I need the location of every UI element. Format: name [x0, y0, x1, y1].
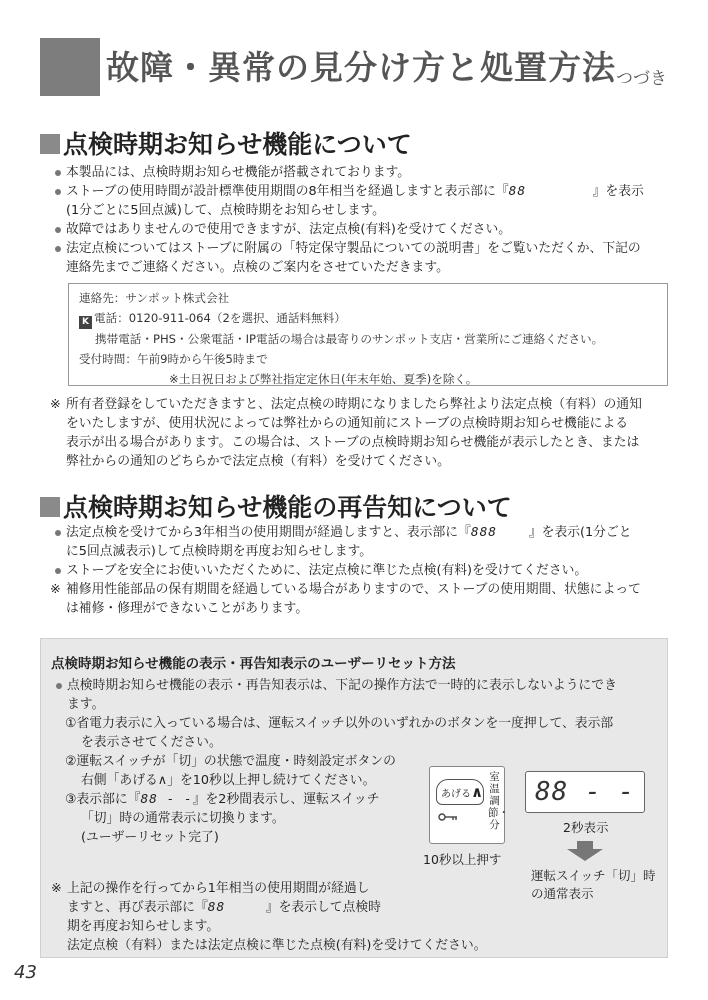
reset-title: 点検時期お知らせ機能の表示・再告知表示のユーザーリセット方法 [51, 656, 456, 672]
bullet-item: 本製品には、点検時期お知らせ機能が搭載されております。 [54, 163, 674, 182]
page-subtitle: つづき [616, 69, 667, 89]
after-reset-label: 運転スイッチ「切」時 の通常表示 [531, 868, 656, 901]
contact-box [68, 283, 668, 386]
display-code-888: 888 [470, 525, 497, 540]
bullet-item: 法定点検についてはストーブに附属の「特定保守製品についての説明書」をご覧いただくか、下記の 連絡先までご連絡ください。点検のご案内をさせていただきます。 [54, 239, 674, 277]
section2-heading: 点検時期お知らせ機能の再告知について [40, 488, 512, 524]
title-block-decoration [40, 38, 100, 96]
display-code-88: 88 [207, 900, 226, 915]
heading-square-icon [40, 134, 60, 154]
page-number: 43 [14, 962, 37, 983]
section1-heading: 点検時期お知らせ機能について [40, 125, 412, 161]
k-mark-icon: K [79, 316, 92, 329]
display-code-88--: 88 - - [140, 792, 193, 807]
contact-company: 連絡先：サンポット株式会社 [79, 291, 230, 305]
reset-note-last: 法定点検（有料）または法定点検に準じた点検(有料)を受けてください。 [67, 938, 487, 953]
bullet-item: 法定点検を受けてから3年相当の使用期間が経過しますと、表示部に『888 』を表示(1分ごと に5回点滅表示)して点検時期を再度お知らせします。 [54, 523, 676, 561]
reset-step-1: ①省電力表示に入っている場合は、運転スイッチ以外のいずれかのボタンを一度押して、表示部 を表示させてください。 [65, 716, 614, 750]
press-10s-label: 10秒以上押す [423, 852, 502, 867]
key-icon [438, 811, 458, 825]
contact-mobile-note: 携帯電話・PHS・公衆電話・IP電話の場合は最寄りのサンポット支店・営業所にご連絡ください。 [95, 332, 604, 346]
temperature-time-button-illustration [429, 766, 509, 844]
two-second-label: 2秒表示 [563, 820, 609, 835]
section1-note: ※ 所有者登録をしていただきますと、法定点検の時期になりましたら弊社より法定点検（有料）の通知 をいたしますが、使用状況によっては弊社からの通知前にストーブの点検時期お知らせ機能による 表示が出る場合があります。この場合は、ストーブの点検時期お知らせ機能が表示したとき、または 弊社からの通知のどちらかで法定点検（有料）を受けてください。 [50, 397, 642, 469]
section2-note: ※ 補修用性能部品の保有期間を経過している場合がありますので、ストーブの使用期間、状態によって は補修・修理ができないことがあります。 [50, 582, 641, 616]
section2-bullets [54, 523, 676, 580]
bullet-item: ストーブを安全にお使いいただくために、法定点検に準じた点検(有料)を受けてください。 [54, 561, 676, 580]
display-readout: 88 - - [525, 771, 645, 813]
bullet-item: 故障ではありませんので使用できますが、法定点検(有料)を受けてください。 [54, 220, 674, 239]
bullet-item: 点検時期お知らせ機能の表示・再告知表示は、下記の操作方法で一時的に表示しないようにでき ます。 [55, 676, 661, 714]
reset-note: ※ 上記の操作を行ってから1年相当の使用期間が経過し ますと、再び表示部に『88 』を表示して点検時 期を再度お知らせします。 [51, 881, 381, 934]
section1-bullets [54, 163, 674, 277]
contact-hours: 受付時間：午前9時から午後5時まで [79, 352, 268, 366]
contact-phone: K 電話：0120-911-064（2を選択、通話料無料） [79, 308, 657, 329]
ageru-button: あげる∧ [436, 779, 484, 805]
contact-holidays: ※土日祝日および弊社指定定休日(年末年始、夏季)を除く。 [169, 372, 478, 386]
bullet-item: ストーブの使用時間が設計標準使用期間の8年相当を経過しますと表示部に『88 』を表示 (1分ごとに5回点滅)して、点検時期をお知らせします。 [54, 182, 674, 220]
reset-step-3: ③表示部に『88 - -』を2秒間表示し、運転スイッチ 「切」時の通常表示に切換ります。 (ユーザーリセット完了) [65, 792, 380, 845]
user-reset-box [40, 638, 668, 958]
down-arrow-icon [567, 841, 603, 861]
page-title: 故障・異常の見分け方と処置方法 [106, 48, 616, 87]
room-temp-label: 室温調節・分 [488, 771, 509, 831]
heading-square-icon [40, 497, 60, 517]
display-code-88: 88 [508, 184, 527, 199]
reset-step-2: ②運転スイッチが「切」の状態で温度・時刻設定ボタンの 右側「あげる∧」を10秒以上押し続けてください。 [65, 754, 396, 788]
